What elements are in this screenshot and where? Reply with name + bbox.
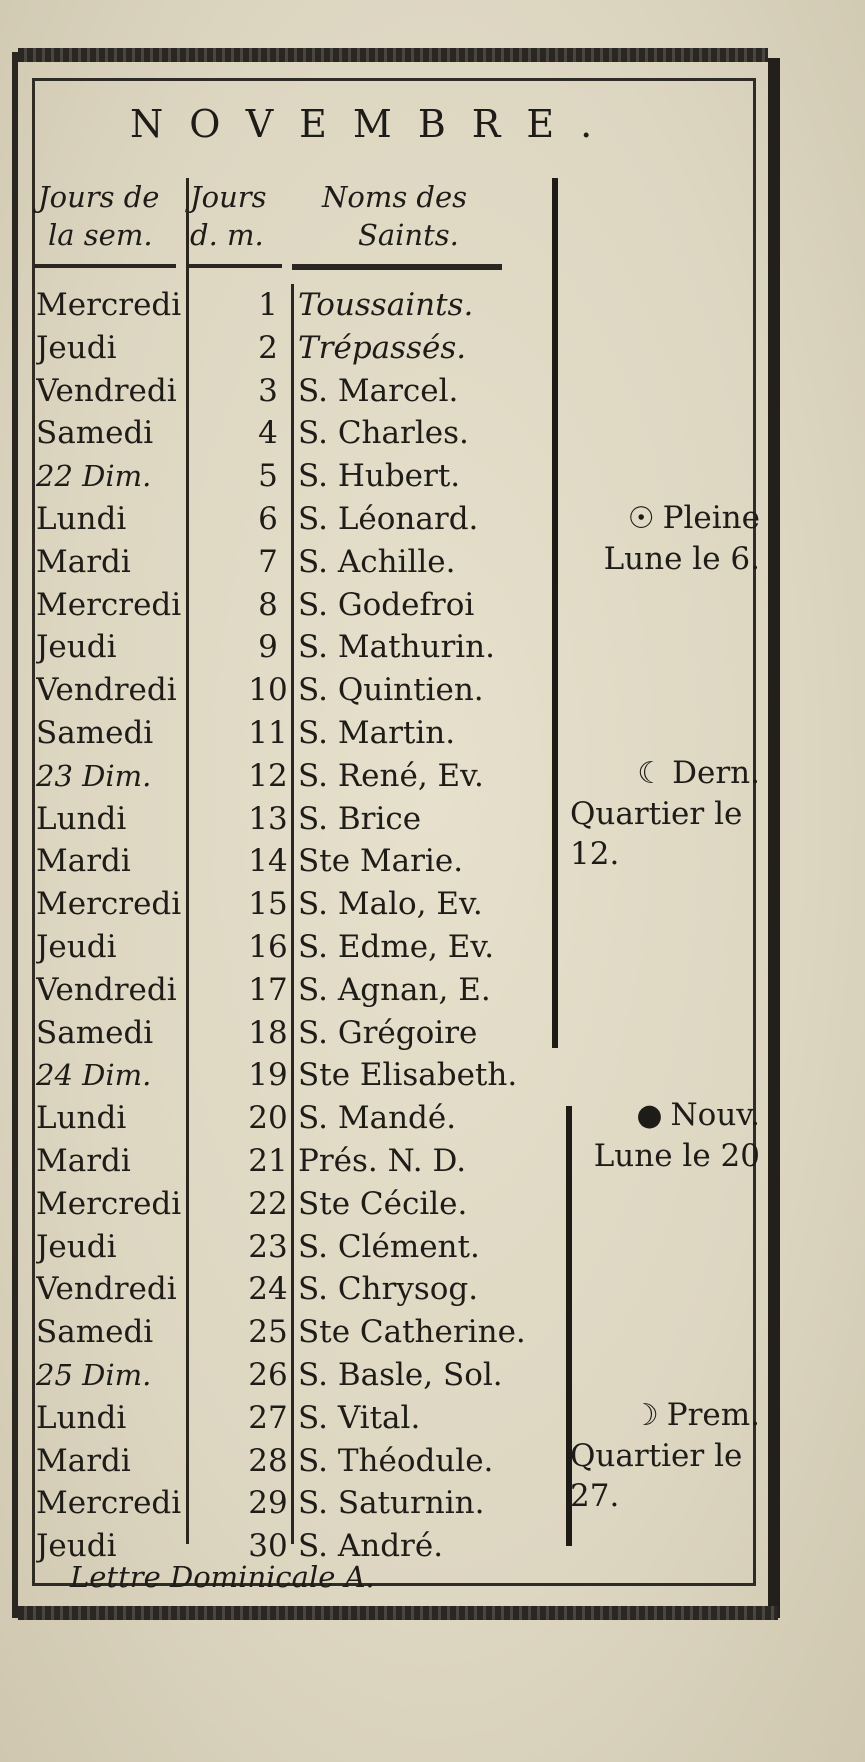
table-row xyxy=(36,1440,576,1483)
header-saint-line1: Noms des xyxy=(322,180,468,214)
header-weekday-line2: la sem. xyxy=(48,218,153,252)
saint-name: S. Agnan, E. xyxy=(298,971,491,1008)
weekday: Mardi xyxy=(36,543,131,580)
saint-name: S. Godefroi xyxy=(298,586,475,623)
table-row xyxy=(36,798,576,841)
saint-name: Ste Marie. xyxy=(298,843,464,880)
saint-name: S. Marcel. xyxy=(298,372,459,409)
saint-name: Trépassés. xyxy=(298,329,467,366)
table-row xyxy=(36,412,576,455)
day-number: 24 xyxy=(248,1271,288,1308)
saint-name: S. Achille. xyxy=(298,543,456,580)
moon-phase-date-suffix: 12. xyxy=(570,836,620,872)
table-row xyxy=(36,712,576,755)
table-row xyxy=(36,883,576,926)
saint-name: S. Basle, Sol. xyxy=(298,1356,503,1393)
day-number: 7 xyxy=(258,543,278,580)
table-row xyxy=(36,284,576,327)
table-row xyxy=(36,840,576,883)
moon-phase-new xyxy=(570,1095,760,1176)
table-row xyxy=(36,926,576,969)
saint-name: S. Malo, Ev. xyxy=(298,886,483,923)
weekday: Lundi xyxy=(36,500,127,537)
weekday: Jeudi xyxy=(36,1228,117,1265)
header-rule-saint xyxy=(292,264,502,270)
moon-phase-date: Lune le 6. xyxy=(603,541,760,577)
header-daynum xyxy=(190,178,280,254)
day-number: 5 xyxy=(258,458,278,495)
saint-name: Ste Elisabeth. xyxy=(298,1057,518,1094)
table-row xyxy=(36,541,576,584)
table-row xyxy=(36,969,576,1012)
weekday: Samedi xyxy=(36,1014,154,1051)
day-number: 29 xyxy=(248,1485,288,1522)
moon-phase-label: Nouv. xyxy=(670,1097,760,1133)
moon-phase-first-quarter xyxy=(570,1395,760,1516)
table-row xyxy=(36,1054,576,1097)
day-number: 28 xyxy=(248,1442,288,1479)
weekday: Vendredi xyxy=(36,372,177,409)
dominical-letter: Lettre Dominicale A. xyxy=(70,1560,375,1594)
table-row xyxy=(36,584,576,627)
header-weekday xyxy=(38,178,178,254)
weekday: Vendredi xyxy=(36,672,177,709)
weekday: Mercredi xyxy=(36,287,182,323)
header-weekday-line1: Jours de xyxy=(38,180,160,214)
weekday: Mercredi xyxy=(36,1185,182,1222)
weekday: Lundi xyxy=(36,1399,127,1436)
saint-name: S. Théodule. xyxy=(298,1442,494,1479)
day-number: 15 xyxy=(248,886,288,923)
day-number: 21 xyxy=(248,1142,288,1179)
weekday: Mardi xyxy=(36,1442,131,1479)
day-number: 8 xyxy=(258,586,278,623)
table-row xyxy=(36,755,576,798)
moon-phase-label: Prem. xyxy=(666,1397,760,1433)
table-row xyxy=(36,1226,576,1269)
weekday: Vendredi xyxy=(36,1271,177,1308)
full-moon-icon: ☉ xyxy=(627,501,655,536)
day-number: 16 xyxy=(248,928,288,965)
table-row xyxy=(36,1012,576,1055)
new-moon-icon: ● xyxy=(636,1098,663,1133)
saint-name: S. Quintien. xyxy=(298,672,484,709)
day-number: 2 xyxy=(258,329,278,366)
day-number: 23 xyxy=(248,1228,288,1265)
first-quarter-moon-icon: ☽ xyxy=(631,1398,659,1433)
saint-name: S. René, Ev. xyxy=(298,757,484,794)
frame-left-border xyxy=(12,52,18,1618)
moon-phase-last-quarter xyxy=(570,753,760,874)
weekday: Mercredi xyxy=(36,586,182,623)
header-daynum-line2: d. m. xyxy=(190,218,264,252)
header-daynum-line1: Jours xyxy=(190,180,267,214)
weekday: 22 Dim. xyxy=(36,459,152,494)
saint-name: S. Brice xyxy=(298,800,422,837)
table-row xyxy=(36,1097,576,1140)
weekday: Mercredi xyxy=(36,886,182,923)
header-rule-weekday xyxy=(34,264,176,268)
table-row xyxy=(36,626,576,669)
saint-name: Ste Cécile. xyxy=(298,1185,468,1222)
table-row xyxy=(36,1311,576,1354)
weekday: 23 Dim. xyxy=(36,758,152,793)
day-number: 3 xyxy=(258,372,278,409)
moon-phase-date-suffix: 27. xyxy=(570,1478,620,1514)
weekday: 25 Dim. xyxy=(36,1357,152,1392)
weekday: Samedi xyxy=(36,1314,154,1351)
saint-name: S. Mandé. xyxy=(298,1100,457,1137)
header-saint xyxy=(322,178,522,254)
weekday: Samedi xyxy=(36,415,154,452)
day-number: 20 xyxy=(248,1100,288,1137)
weekday: Samedi xyxy=(36,714,154,751)
saint-name: S. Charles. xyxy=(298,415,469,452)
day-number: 19 xyxy=(248,1057,288,1094)
saint-name: S. Vital. xyxy=(298,1399,421,1436)
header-rule-daynum xyxy=(186,264,282,268)
header-saint-line2: Saints. xyxy=(358,218,459,252)
saint-name: S. Hubert. xyxy=(298,458,461,495)
weekday: Jeudi xyxy=(36,1528,117,1565)
table-row xyxy=(36,669,576,712)
frame-bottom-border xyxy=(18,1606,778,1620)
weekday: 24 Dim. xyxy=(36,1058,152,1093)
weekday: Mardi xyxy=(36,843,131,880)
saint-name: S. Clément. xyxy=(298,1228,480,1265)
moon-phase-date: Lune le 20 xyxy=(593,1138,760,1174)
saint-name: Ste Catherine. xyxy=(298,1314,526,1351)
weekday: Lundi xyxy=(36,800,127,837)
table-row xyxy=(36,370,576,413)
saint-name: S. Léonard. xyxy=(298,500,479,537)
table-row xyxy=(36,455,576,498)
weekday: Jeudi xyxy=(36,329,117,366)
day-number: 10 xyxy=(248,672,288,709)
day-number: 4 xyxy=(258,415,278,452)
day-number: 11 xyxy=(248,714,288,751)
saint-name: S. André. xyxy=(298,1528,444,1565)
day-number: 27 xyxy=(248,1399,288,1436)
day-number: 14 xyxy=(248,843,288,880)
table-row xyxy=(36,498,576,541)
moon-phase-date: Quartier le xyxy=(570,796,743,832)
saint-name: S. Chrysog. xyxy=(298,1271,479,1308)
day-number: 26 xyxy=(248,1356,288,1393)
table-row xyxy=(36,327,576,370)
weekday: Vendredi xyxy=(36,971,177,1008)
frame-right-border xyxy=(768,58,780,1618)
calendar-rows xyxy=(36,284,576,1568)
month-title: NOVEMBRE. xyxy=(130,102,619,146)
table-row xyxy=(36,1354,576,1397)
day-number: 12 xyxy=(248,757,288,794)
saint-name: S. Mathurin. xyxy=(298,629,496,666)
day-number: 30 xyxy=(248,1528,288,1565)
day-number: 1 xyxy=(258,287,278,323)
table-row xyxy=(36,1482,576,1525)
table-row xyxy=(36,1268,576,1311)
day-number: 17 xyxy=(248,971,288,1008)
day-number: 18 xyxy=(248,1014,288,1051)
saint-name: S. Edme, Ev. xyxy=(298,928,495,965)
weekday: Mercredi xyxy=(36,1485,182,1522)
saint-name: S. Grégoire xyxy=(298,1014,478,1051)
last-quarter-moon-icon: ☾ xyxy=(637,756,665,791)
day-number: 9 xyxy=(258,629,278,666)
saint-name: S. Saturnin. xyxy=(298,1485,485,1522)
weekday: Jeudi xyxy=(36,629,117,666)
weekday: Mardi xyxy=(36,1142,131,1179)
day-number: 6 xyxy=(258,500,278,537)
frame-top-border xyxy=(18,48,768,62)
day-number: 25 xyxy=(248,1314,288,1351)
table-row xyxy=(36,1140,576,1183)
moon-phase-date: Quartier le xyxy=(570,1438,743,1474)
moon-phase-full xyxy=(570,498,760,579)
weekday: Jeudi xyxy=(36,928,117,965)
saint-name: S. Martin. xyxy=(298,714,456,751)
moon-phase-label: Pleine xyxy=(662,500,760,536)
moon-phase-label: Dern. xyxy=(672,755,760,791)
weekday: Lundi xyxy=(36,1100,127,1137)
saint-name: Toussaints. xyxy=(298,287,474,323)
table-row xyxy=(36,1397,576,1440)
day-number: 22 xyxy=(248,1185,288,1222)
day-number: 13 xyxy=(248,800,288,837)
table-row xyxy=(36,1183,576,1226)
saint-name: Prés. N. D. xyxy=(298,1142,467,1179)
